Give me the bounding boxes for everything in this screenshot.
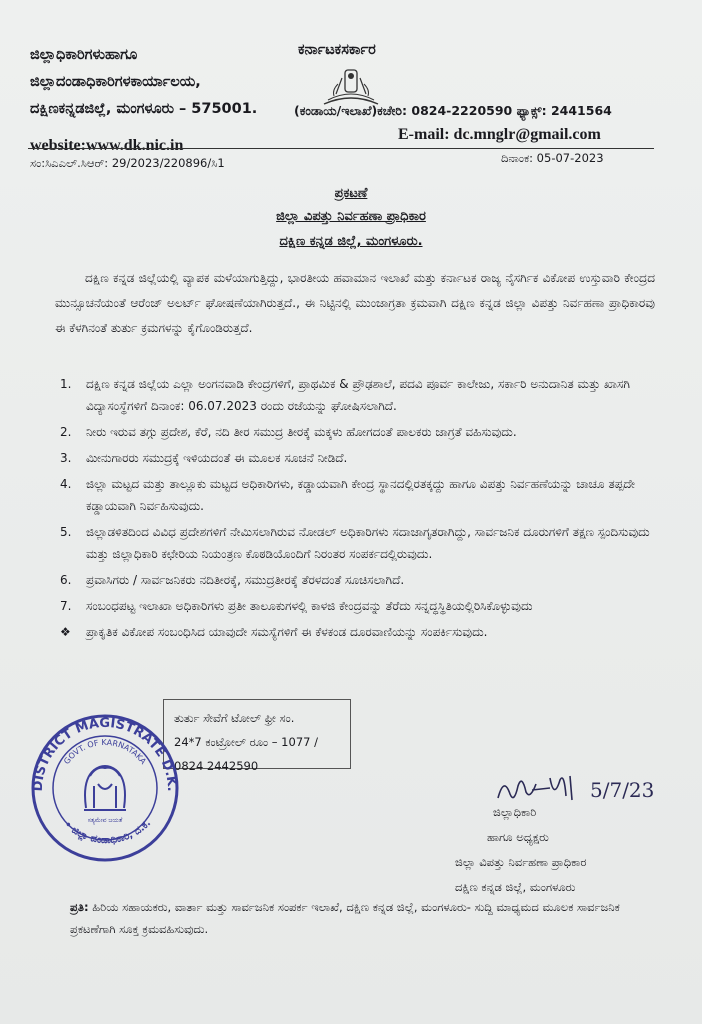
signatory-line-4: ದಕ್ಷಿಣ ಕನ್ನಡ ಜಿಲ್ಲೆ, ಮಂಗಳೂರು bbox=[455, 880, 576, 894]
item-number: 6. bbox=[60, 573, 72, 587]
measures-list bbox=[54, 373, 658, 647]
item-number: 5. bbox=[60, 525, 72, 539]
office-contact: (ಕಂಡಾಯ/ಇಲಾಖೆ)ಕಚೇರಿ: 0824-2220590 ಫ್ಯಾಕ್ಸ್: 2441564 bbox=[294, 103, 612, 118]
intro-paragraph: ದಕ್ಷಿಣ ಕನ್ನಡ ಜಿಲ್ಲೆಯಲ್ಲಿ ವ್ಯಾಪಕ ಮಳೆಯಾಗುತ್ತಿದ್ದು, ಭಾರತೀಯ ಹವಾಮಾನ ಇಲಾಖೆ ಮತ್ತು ಕರ್ನಾಟಕ ರಾಜ್ಯ ನೈಸರ್ಗಿಕ ವಿಕೋಪ ಉಸ್ತುವಾರಿ ಕೇಂದ್ರದ ಮುನ್ಸೂಚನೆಯಂತೆ ಆರೆಂಜ್ ಅಲರ್ಟ್ ಘೋಷಣೆಯಾಗಿರುತ್ತದೆ., ಈ ನಿಟ್ಟಿನಲ್ಲಿ ಮುಂಜಾಗ್ರತಾ ಕ್ರಮವಾಗಿ ದಕ್ಷಿಣ ಕನ್ನಡ ಜಿಲ್ಲಾ ವಿಪತ್ತು ನಿರ್ವಹಣಾ ಪ್ರಾಧಿಕಾರವು ಈ ಕೆಳಗಿನಂತೆ ತುರ್ತು ಕ್ರಮಗಳನ್ನು ಕೈಗೊಂಡಿರುತ್ತದೆ. bbox=[55, 271, 655, 335]
signatory-line-2: ಹಾಗೂ ಅಧ್ಯಕ್ಷರು bbox=[487, 830, 549, 844]
copy-to-note bbox=[70, 896, 650, 940]
authority-title: ಜಿಲ್ಲಾ ವಿಪತ್ತು ನಿರ್ವಹಣಾ ಪ್ರಾಧಿಕಾರ bbox=[276, 209, 426, 224]
list-item bbox=[54, 569, 658, 591]
item-text: ಪ್ರಾಕೃತಿಕ ವಿಕೋಪ ಸಂಬಂಧಿಸಿದ ಯಾವುದೇ ಸಮಸ್ಯೆಗಳಿಗೆ ಈ ಕೆಳಕಂಡ ದೂರವಾಣಿಯನ್ನು ಸಂಪರ್ಕಿಸುವುದು. bbox=[86, 625, 488, 639]
list-item bbox=[54, 595, 658, 617]
signatory-line-1: ಜಿಲ್ಲಾಧಿಕಾರಿ bbox=[493, 805, 537, 819]
svg-text:ಸತ್ಯಮೇವ ಜಯತೆ: ಸತ್ಯಮೇವ ಜಯತೆ bbox=[87, 817, 123, 824]
item-text: ಮೀನುಗಾರರು ಸಮುದ್ರಕ್ಕೆ ಇಳಿಯದಂತೆ ಈ ಮೂಲಕ ಸೂಚನೆ ನೀಡಿದೆ. bbox=[86, 451, 348, 465]
item-number: 3. bbox=[60, 451, 72, 465]
address-line-1: ಜಿಲ್ಲಾಧಿಕಾರಿಗಳುಹಾಗೂ bbox=[30, 47, 138, 63]
item-text: ಸಂಬಂಧಪಟ್ಟ ಇಲಾಖಾ ಅಧಿಕಾರಿಗಳು ಪ್ರತೀ ತಾಲೂಕುಗಳಲ್ಲಿ ಕಾಳಜಿ ಕೇಂದ್ರವನ್ನು ತೆರೆದು ಸನ್ನದ್ಧಸ್ಥಿತಿಯಲ್ಲಿರಿಸಿಕೊಳ್ಳುವುದು bbox=[86, 599, 533, 613]
item-text: ದಕ್ಷಿಣ ಕನ್ನಡ ಜಿಲ್ಲೆಯ ಎಲ್ಲಾ ಅಂಗನವಾಡಿ ಕೇಂದ್ರಗಳಿಗೆ, ಪ್ರಾಥಮಿಕ & ಪ್ರೌಢಶಾಲೆ, ಪದವಿ ಪೂರ್ವ ಕಾಲೇಜು, ಸರ್ಕಾರಿ ಅನುದಾನಿತ ಮತ್ತು ಖಾಸಗಿ ವಿದ್ಯಾಸಂಸ್ಥೆಗಳಿಗೆ ದಿನಾಂಕ: 06.07.2023 ರಂದು ರಜೆಯನ್ನು ಘೋಷಿಸಲಾಗಿದೆ. bbox=[86, 377, 630, 413]
list-item bbox=[54, 447, 658, 469]
helpline-box bbox=[163, 699, 351, 773]
item-number: 7. bbox=[60, 599, 72, 613]
signatory-line-3: ಜಿಲ್ಲಾ ವಿಪತ್ತು ನಿರ್ವಹಣಾ ಪ್ರಾಧಿಕಾರ bbox=[455, 855, 587, 869]
reference-number: ಸಂ:ಸಿಎಎಲ್.ಸಿಆರ್: 29/2023/220896/ಸಿ1 bbox=[30, 156, 225, 170]
email-text: E-mail: dc.mnglr@gmail.com bbox=[398, 126, 601, 143]
district-magistrate-seal-icon bbox=[24, 710, 186, 862]
helpline-control-room: 24*7 ಕಂಟ್ರೋಲ್ ರೂಂ – 1077 / bbox=[174, 735, 318, 749]
item-number: 4. bbox=[60, 477, 72, 491]
copy-to-label: ಪ್ರತಿ: bbox=[70, 900, 89, 914]
item-number: 2. bbox=[60, 425, 72, 439]
state-emblem-icon bbox=[318, 64, 384, 108]
item-number: 1. bbox=[60, 377, 72, 391]
helpline-number: 0824 2442590 bbox=[174, 759, 259, 773]
list-item bbox=[54, 373, 658, 417]
item-text: ಜಿಲ್ಲಾ ಮಟ್ಟದ ಮತ್ತು ತಾಲ್ಲೂಕು ಮಟ್ಟದ ಅಧಿಕಾರಿಗಳು, ಕಡ್ಡಾಯವಾಗಿ ಕೇಂದ್ರ ಸ್ಥಾನದಲ್ಲಿರತಕ್ಕದ್ದು ಹಾಗೂ ವಿಪತ್ತು ನಿರ್ವಹಣೆಯನ್ನು ಚಾಚೂ ತಪ್ಪದೇ ಕಡ್ಡಾಯವಾಗಿ ನಿರ್ವಹಿಸುವುದು. bbox=[86, 477, 636, 513]
signatory-block bbox=[455, 800, 586, 900]
government-title: ಕರ್ನಾಟಕಸರ್ಕಾರ bbox=[298, 42, 376, 58]
list-item bbox=[54, 473, 658, 517]
helpline-heading: ತುರ್ತು ಸೇವೆಗೆ ಟೋಲ್ ಫ್ರೀ ಸಂ. bbox=[174, 711, 295, 725]
list-item bbox=[54, 621, 658, 643]
list-item bbox=[54, 421, 658, 443]
district-title: ದಕ್ಷಿಣ ಕನ್ನಡ ಜಿಲ್ಲೆ, ಮಂಗಳೂರು. bbox=[279, 234, 423, 249]
bullet-icon: ❖ bbox=[60, 625, 71, 639]
signature-date: 5/7/23 bbox=[590, 778, 655, 802]
svg-text:GOVT. OF KARNATAKA: GOVT. OF KARNATAKA bbox=[62, 737, 148, 766]
svg-text:• ಜಿಲ್ಲಾ ದಂಡಾಧಿಕಾರಿ, ದ.ಕ.: • ಜಿಲ್ಲಾ ದಂಡಾಧಿಕಾರಿ, ದ.ಕ. bbox=[61, 817, 154, 847]
list-item bbox=[54, 521, 658, 565]
website-text: website:www.dk.nic.in bbox=[30, 137, 184, 154]
item-text: ಪ್ರವಾಸಿಗರು / ಸಾರ್ವಜನಿಕರು ನದಿತೀರಕ್ಕೆ, ಸಮುದ್ರತೀರಕ್ಕೆ ತೆರಳದಂತೆ ಸೂಚಿಸಲಾಗಿದೆ. bbox=[86, 573, 405, 587]
item-text: ನೀರು ಇರುವ ತಗ್ಗು ಪ್ರದೇಶ, ಕೆರೆ, ನದಿ ತೀರ ಸಮುದ್ರ ತೀರಕ್ಕೆ ಮಕ್ಕಳು ಹೋಗದಂತೆ ಪಾಲಕರು ಜಾಗ್ರತೆ ವಹಿಸುವುದು. bbox=[86, 425, 517, 439]
item-text: ಜಿಲ್ಲಾಡಳಿತದಿಂದ ವಿವಿಧ ಪ್ರದೇಶಗಳಿಗೆ ನೇಮಿಸಲಾಗಿರುವ ನೋಡಲ್ ಅಧಿಕಾರಿಗಳು ಸದಾಜಾಗೃತರಾಗಿದ್ದು, ಸಾರ್ವಜನಿಕ ದೂರುಗಳಿಗೆ ತಕ್ಷಣ ಸ್ಪಂದಿಸುವುದು ಮತ್ತು ಜಿಲ್ಲಾಧಿಕಾರಿ ಕಛೇರಿಯ ನಿಯಂತ್ರಣ ಕೊಠಡಿಯೊಂದಿಗೆ ನಿರಂತರ ಸಂಪರ್ಕದಲ್ಲಿರುವುದು. bbox=[86, 525, 650, 561]
address-line-2: ಜಿಲ್ಲಾದಂಡಾಧಿಕಾರಿಗಳಕಾರ್ಯಾಲಯ, bbox=[30, 74, 201, 90]
address-line-3: ದಕ್ಷಿಣಕನ್ನಡಜಿಲ್ಲೆ, ಮಂಗಳೂರು – 575001. bbox=[30, 101, 258, 117]
notice-title: ಪ್ರಕಟಣೆ bbox=[334, 186, 368, 201]
document-date: ದಿನಾಂಕ: 05-07-2023 bbox=[501, 151, 604, 165]
office-address bbox=[30, 42, 257, 123]
header-divider bbox=[28, 148, 654, 149]
copy-to-text: ಹಿರಿಯ ಸಹಾಯಕರು, ವಾರ್ತಾ ಮತ್ತು ಸಾರ್ವಜನಿಕ ಸಂಪರ್ಕ ಇಲಾಖೆ, ದಕ್ಷಿಣ ಕನ್ನಡ ಜಿಲ್ಲೆ, ಮಂಗಳೂರು- ಸುದ್ದಿ ಮಾಧ್ಯಮದ ಮೂಲಕ ಸಾರ್ವಜನಿಕ ಪ್ರಕಟಣೆಗಾಗಿ ಸೂಕ್ತ ಕ್ರಮವಹಿಸುವುದು. bbox=[70, 900, 620, 936]
svg-text:DISTRICT MAGISTRATE D.K.: DISTRICT MAGISTRATE D.K. bbox=[30, 715, 180, 792]
